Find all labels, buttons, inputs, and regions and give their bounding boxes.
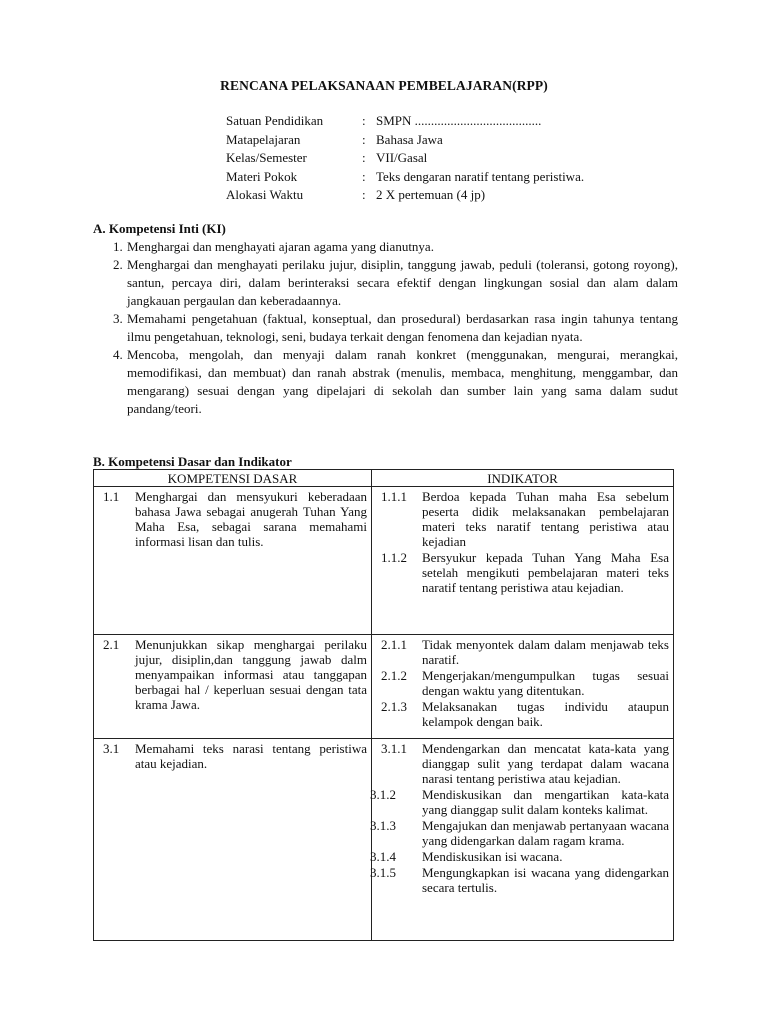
indicator-text: Mengungkapkan isi wacana yang didengarkan secara tertulis. (422, 865, 669, 895)
identity-colon: : (362, 113, 366, 128)
indicator-number: 2.1.2 (381, 668, 407, 683)
identity-row (226, 131, 706, 150)
ki-number: 1. (113, 239, 123, 254)
identity-colon: : (362, 168, 366, 184)
indicator-text: Mengerjakan/mengumpulkan tugas sesuai dengan waktu yang ditentukan. (422, 668, 669, 698)
indicator-item (372, 550, 673, 595)
identity-row (226, 149, 706, 168)
indicator-item (372, 787, 673, 817)
ki-item (113, 238, 678, 256)
ki-text: Memahami pengetahuan (faktual, konseptual, dan prosedural) berdasarkan rasa ingin tahunya tentang ilmu pengetahuan, teknologi, seni, budaya terkait dengan fenomena dan kejadian nyata. (127, 311, 678, 344)
document-title: RENCANA PELAKSANAAN PEMBELAJARAN(RPP) (220, 78, 548, 93)
kd-cell (94, 739, 372, 941)
section-b-heading: B. Kompetensi Dasar dan Indikator (93, 454, 292, 469)
indicator-text: Mendengarkan dan mencatat kata-kata yang dianggap sulit yang terdapat dalam wacana narasi tentang peristiwa atau kejadian. (422, 741, 669, 786)
kompetensi-dasar-table (93, 469, 674, 941)
column-header-kompetensi-dasar: KOMPETENSI DASAR (94, 470, 372, 487)
indicator-text: Melaksanakan tugas individu ataupun kelampok dengan baik. (422, 699, 669, 729)
ki-item (113, 256, 678, 310)
indicator-item (372, 741, 673, 786)
indicator-text: Bersyukur kepada Tuhan Yang Maha Esa setelah mengikuti pembelajaran materi teks naratif tentang peristiwa atau kejadian. (422, 550, 669, 595)
indicator-item (372, 849, 673, 864)
kd-text: Menunjukkan sikap menghargai perilaku jujur, disiplin,dan tanggung jawab dalm menyampaikan informasi atau tanggapan berbagai hal / keperluan sesuai dengan tata krama Jawa. (135, 637, 367, 712)
indicator-text: Mendiskusikan dan mengartikan kata-kata yang dianggap sulit dalam konteks kalimat. (422, 787, 669, 817)
ki-item (113, 310, 678, 346)
column-header-indikator: INDIKATOR (372, 470, 674, 487)
indicator-cell (372, 635, 674, 739)
identity-row (226, 112, 706, 131)
indicator-cell (372, 487, 674, 635)
identity-colon: : (362, 150, 366, 165)
ki-text: Mencoba, mengolah, dan menyaji dalam ranah konkret (menggunakan, mengurai, merangkai, memodifikasi, dan membuat) dan ranah abstrak (menulis, membaca, menghitung, menggambar, dan mengarang) sesuai dengan yang dipelajari di sekolah dan sumber lain yang sama dalam sudut pandang/teori. (127, 347, 678, 416)
ki-item (113, 346, 678, 418)
kd-text: Memahami teks narasi tentang peristiwa atau kejadian. (135, 741, 367, 771)
indicator-item (372, 637, 673, 667)
kd-text: Menghargai dan mensyukuri keberadaan bahasa Jawa sebagai anugerah Tuhan Yang Maha Esa, sebagai sarana memahami informasi lisan dan tulis. (135, 489, 367, 549)
ki-text: Menghargai dan menghayati perilaku jujur, disiplin, tanggung jawab, peduli (toleransi, gotong royong), santun, percaya diri, dalam berinteraksi secara efektif dengan lingkungan sosial dan alam dalam jangkauan pergaulan dan keberadaannya. (127, 257, 678, 308)
indicator-item (372, 668, 673, 698)
identity-label: Satuan Pendidikan (226, 113, 324, 128)
ki-number: 4. (113, 347, 123, 362)
identity-colon: : (362, 131, 366, 147)
indicator-number: 1.1.2 (381, 550, 407, 565)
indicator-number: 3.1.2 (370, 787, 396, 802)
identity-label: Matapelajaran (226, 131, 301, 147)
identity-colon: : (362, 187, 366, 202)
indicator-number: 3.1.4 (370, 849, 396, 864)
table-row (94, 739, 674, 941)
ki-number: 2. (113, 257, 123, 272)
indicator-item (372, 489, 673, 549)
kd-number: 2.1 (103, 637, 120, 652)
table-row (94, 487, 674, 635)
identity-label: Materi Pokok (226, 168, 298, 184)
identity-value: SMPN ....................................... (376, 113, 542, 128)
indicator-item (372, 818, 673, 848)
ki-number: 3. (113, 311, 123, 326)
indicator-item (372, 865, 673, 895)
identity-block (226, 112, 706, 205)
indicator-cell (372, 739, 674, 941)
kd-cell (94, 635, 372, 739)
indicator-item (372, 699, 673, 729)
indicator-text: Mendiskusikan isi wacana. (422, 849, 563, 864)
identity-row (226, 168, 706, 187)
identity-value: VII/Gasal (376, 150, 428, 165)
identity-value: Bahasa Jawa (376, 131, 443, 147)
indicator-number: 3.1.1 (381, 741, 407, 756)
ki-text: Menghargai dan menghayati ajaran agama yang dianutnya. (127, 239, 434, 254)
kd-cell (94, 487, 372, 635)
identity-label: Kelas/Semester (226, 150, 307, 165)
kd-number: 1.1 (103, 489, 120, 504)
kompetensi-inti-list (113, 238, 678, 418)
identity-value: Teks dengaran naratif tentang peristiwa. (376, 168, 585, 184)
table-row (94, 635, 674, 739)
indicator-number: 3.1.3 (370, 818, 396, 833)
indicator-text: Tidak menyontek dalam dalam menjawab teks naratif. (422, 637, 669, 667)
kd-number: 3.1 (103, 741, 120, 756)
indicator-number: 2.1.3 (381, 699, 407, 714)
identity-row (226, 186, 706, 205)
indicator-number: 1.1.1 (381, 489, 407, 504)
table-header-row (94, 470, 674, 487)
indicator-text: Berdoa kepada Tuhan maha Esa sebelum peserta didik melaksanakan pembelajaran materi teks naratif tentang peristiwa atau kejadian (422, 489, 669, 549)
section-a-heading: A. Kompetensi Inti (KI) (93, 221, 226, 236)
indicator-text: Mengajukan dan menjawab pertanyaan wacana yang didengarkan dalam ragam krama. (422, 818, 669, 848)
identity-label: Alokasi Waktu (226, 187, 304, 202)
indicator-number: 3.1.5 (370, 865, 396, 880)
identity-value: 2 X pertemuan (4 jp) (376, 187, 486, 202)
indicator-number: 2.1.1 (381, 637, 407, 652)
